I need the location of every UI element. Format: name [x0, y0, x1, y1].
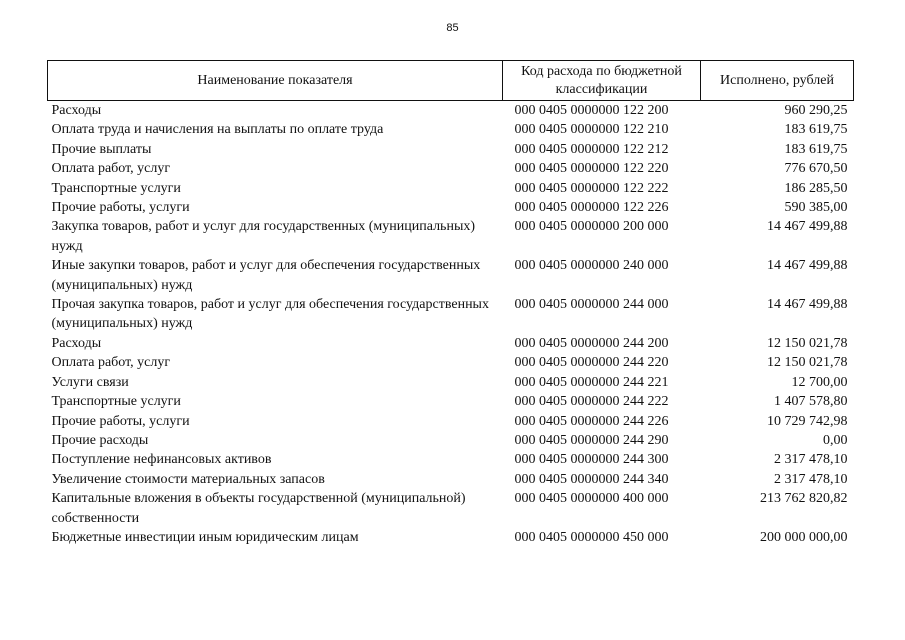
row-amount-cell: 12 150 021,78 — [767, 335, 848, 351]
row-code-cell: 000 0405 0000000 244 000 — [514, 297, 669, 313]
table-row — [48, 412, 854, 431]
row-code-cell: 000 0405 0000000 244 221 — [514, 374, 669, 390]
row-code-cell: 000 0405 0000000 400 000 — [514, 491, 669, 507]
row-amount-cell: 14 467 499,88 — [767, 258, 848, 274]
row-code-cell: 000 0405 0000000 122 200 — [514, 103, 669, 118]
row-code-cell: 000 0405 0000000 122 210 — [514, 122, 669, 138]
row-code-cell: 000 0405 0000000 122 222 — [514, 180, 669, 196]
table-body — [48, 101, 854, 548]
table-row — [48, 392, 854, 411]
row-name-cell: Прочие работы, услуги — [51, 200, 190, 216]
row-name-cell: Закупка товаров, работ и услуг для государственных (муниципальных) нужд — [51, 219, 476, 254]
table-row — [48, 217, 854, 256]
row-amount-cell: 200 000 000,00 — [760, 529, 848, 545]
table-row — [48, 450, 854, 469]
row-name-cell: Расходы — [51, 335, 102, 351]
row-code-cell: 000 0405 0000000 122 220 — [514, 161, 669, 177]
row-amount-cell: 590 385,00 — [784, 200, 848, 216]
table-row — [48, 159, 854, 178]
row-amount-cell: 186 285,50 — [784, 180, 848, 196]
table-row — [48, 431, 854, 450]
row-code-cell: 000 0405 0000000 122 226 — [514, 200, 669, 216]
table-row — [48, 198, 854, 217]
row-name-cell: Увеличение стоимости материальных запасов — [51, 471, 325, 487]
table-row — [48, 120, 854, 139]
row-code-cell: 000 0405 0000000 244 200 — [514, 335, 669, 351]
row-amount-cell: 183 619,75 — [784, 141, 848, 157]
row-amount-cell: 776 670,50 — [784, 161, 848, 177]
row-code-cell: 000 0405 0000000 244 340 — [514, 471, 669, 487]
column-header-amount: Исполнено, рублей — [701, 61, 854, 101]
table-row — [48, 528, 854, 547]
row-code-cell: 000 0405 0000000 244 300 — [514, 452, 669, 468]
row-amount-cell: 960 290,25 — [784, 103, 848, 118]
row-name-cell: Расходы — [51, 103, 102, 118]
row-amount-cell: 14 467 499,88 — [767, 219, 848, 235]
table-row — [48, 373, 854, 392]
row-code-cell: 000 0405 0000000 244 226 — [514, 413, 669, 429]
table-row — [48, 256, 854, 295]
table-row — [48, 353, 854, 372]
row-amount-cell: 1 407 578,80 — [774, 394, 848, 410]
row-name-cell: Иные закупки товаров, работ и услуг для обеспечения государственных (муниципальных) нужд — [51, 258, 481, 293]
row-name-cell: Поступление нефинансовых активов — [51, 452, 272, 468]
row-amount-cell: 2 317 478,10 — [774, 452, 848, 468]
column-header-name: Наименование показателя — [48, 61, 503, 101]
row-name-cell: Прочие выплаты — [51, 141, 152, 157]
row-amount-cell: 183 619,75 — [784, 122, 848, 138]
row-code-cell: 000 0405 0000000 244 222 — [514, 394, 669, 410]
row-code-cell: 000 0405 0000000 244 220 — [514, 355, 669, 371]
row-name-cell: Оплата работ, услуг — [51, 355, 171, 371]
column-header-code: Код расхода по бюджетной классификации — [503, 61, 701, 101]
row-name-cell: Транспортные услуги — [51, 180, 181, 196]
row-code-cell: 000 0405 0000000 450 000 — [514, 529, 669, 545]
table-header — [48, 61, 854, 101]
row-amount-cell: 0,00 — [823, 432, 848, 448]
row-amount-cell: 213 762 820,82 — [760, 491, 848, 507]
row-name-cell: Бюджетные инвестиции иным юридическим лицам — [51, 529, 359, 545]
table-row — [48, 179, 854, 198]
row-name-cell: Капитальные вложения в объекты государственной (муниципальной) собственности — [51, 491, 466, 526]
row-amount-cell: 12 150 021,78 — [767, 355, 848, 371]
table-row — [48, 334, 854, 353]
row-code-cell: 000 0405 0000000 122 212 — [514, 141, 669, 157]
row-name-cell: Оплата труда и начисления на выплаты по оплате труда — [51, 122, 384, 138]
row-code-cell: 000 0405 0000000 200 000 — [514, 219, 669, 235]
row-name-cell: Прочая закупка товаров, работ и услуг для обеспечения государственных (муниципальных) нужд — [51, 297, 489, 332]
row-name-cell: Транспортные услуги — [51, 394, 181, 410]
row-amount-cell: 14 467 499,88 — [767, 297, 848, 313]
budget-execution-table — [47, 60, 854, 547]
row-name-cell: Прочие расходы — [51, 432, 149, 448]
table-row — [48, 295, 854, 334]
table-row — [48, 101, 854, 121]
page-number: 85 — [446, 22, 459, 34]
row-amount-cell: 12 700,00 — [791, 374, 848, 390]
table-row — [48, 140, 854, 159]
table-row — [48, 470, 854, 489]
row-name-cell: Услуги связи — [51, 374, 129, 390]
row-code-cell: 000 0405 0000000 244 290 — [514, 432, 669, 448]
row-name-cell: Прочие работы, услуги — [51, 413, 190, 429]
row-amount-cell: 2 317 478,10 — [774, 471, 848, 487]
table-row — [48, 489, 854, 528]
row-name-cell: Оплата работ, услуг — [51, 161, 171, 177]
row-code-cell: 000 0405 0000000 240 000 — [514, 258, 669, 274]
row-amount-cell: 10 729 742,98 — [767, 413, 848, 429]
header-row — [48, 61, 854, 101]
